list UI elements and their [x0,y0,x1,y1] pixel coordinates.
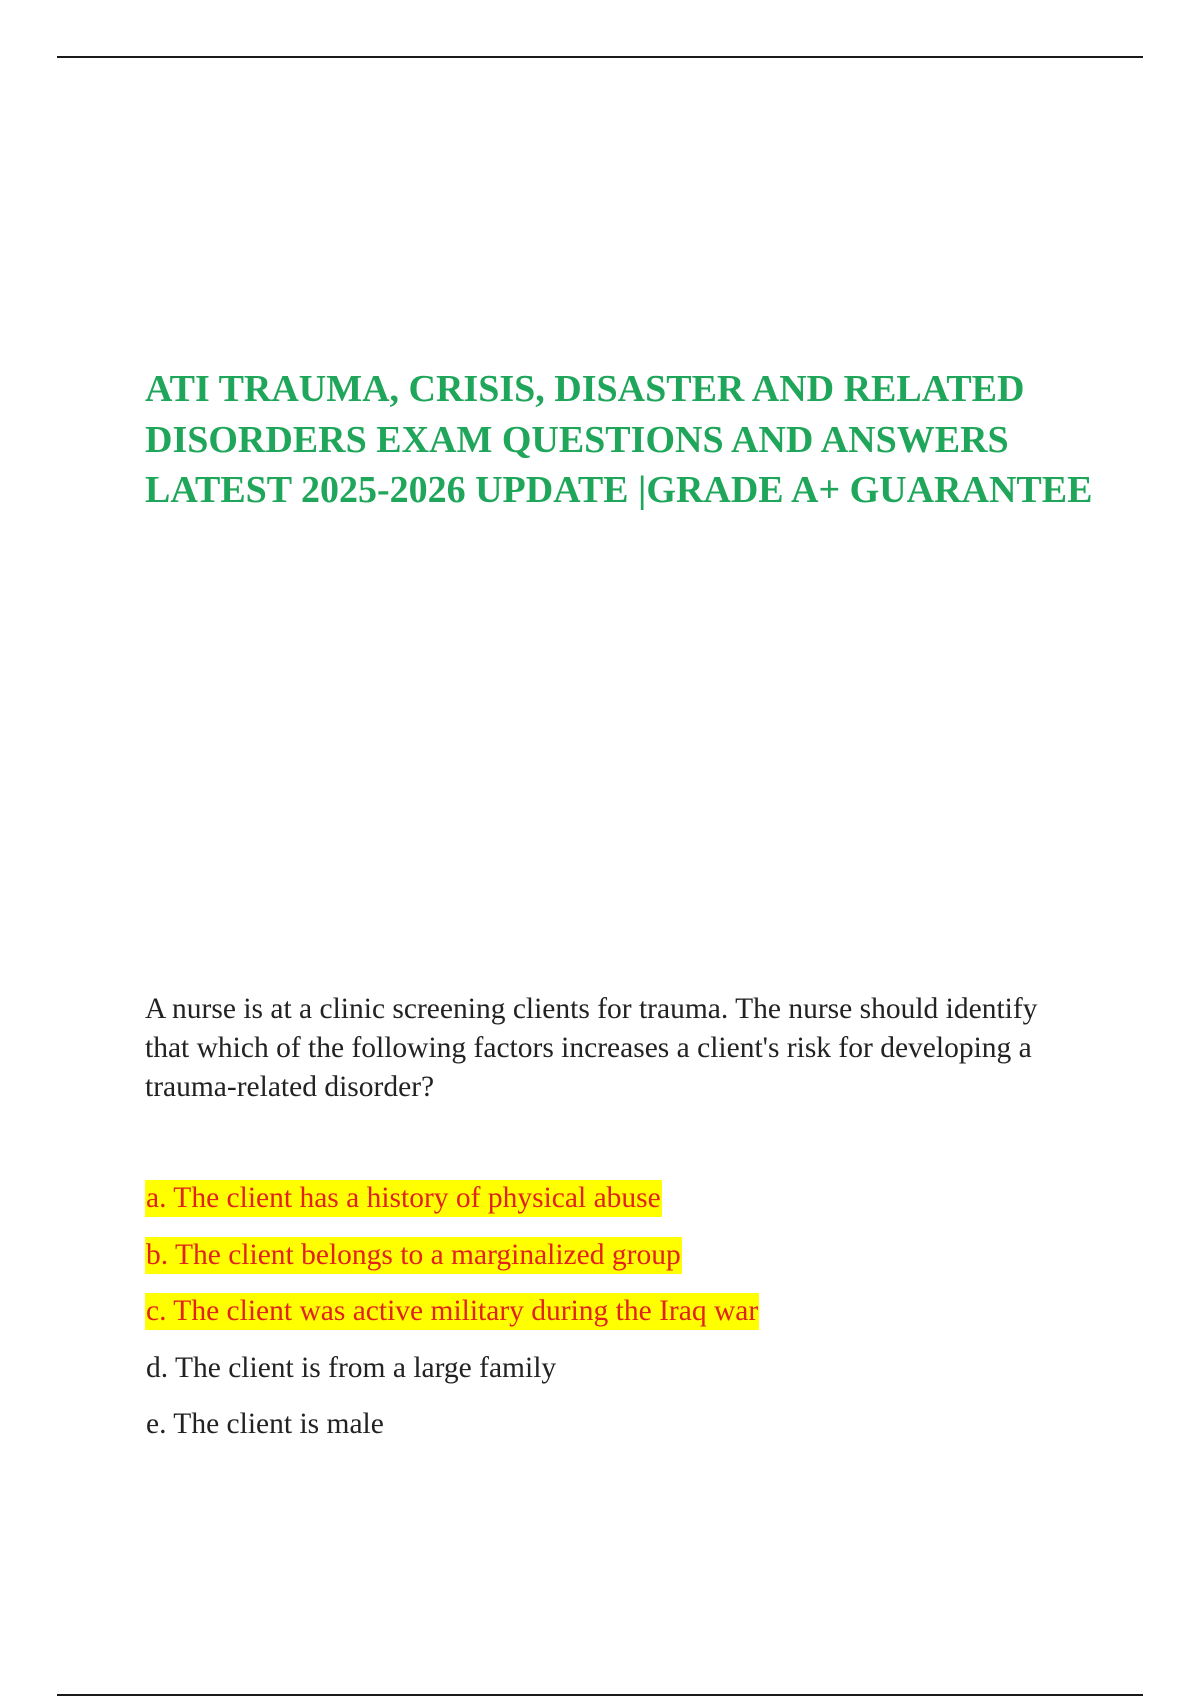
question-text: A nurse is at a clinic screening clients for trauma. The nurse should identify that which of the following factors increases a client's risk for developing a trauma-related disorder? [145,993,1038,1103]
answer-option-c-text: c. The client was active military during the Iraq war [145,1293,759,1330]
answer-option-b-text: b. The client belongs to a marginalized group [145,1237,682,1274]
answer-option-a-text: a. The client has a history of physical abuse [145,1180,662,1217]
answer-option-e-text: e. The client is male [146,1408,384,1440]
answer-options-list [145,1180,759,1463]
answer-option-b [145,1237,759,1294]
answer-option-c [145,1293,759,1350]
top-divider [57,56,1143,58]
document-title: ATI TRAUMA, CRISIS, DISASTER AND RELATED DISORDERS EXAM QUESTIONS AND ANSWERS LATEST 2025-2026 UPDATE |GRADE A+ GUARANTEE [145,368,1093,511]
answer-option-e [145,1406,759,1463]
answer-option-d-text: d. The client is from a large family [146,1351,557,1384]
answer-option-a [145,1180,759,1237]
bottom-divider [57,1694,1143,1696]
answer-option-d [145,1350,759,1407]
